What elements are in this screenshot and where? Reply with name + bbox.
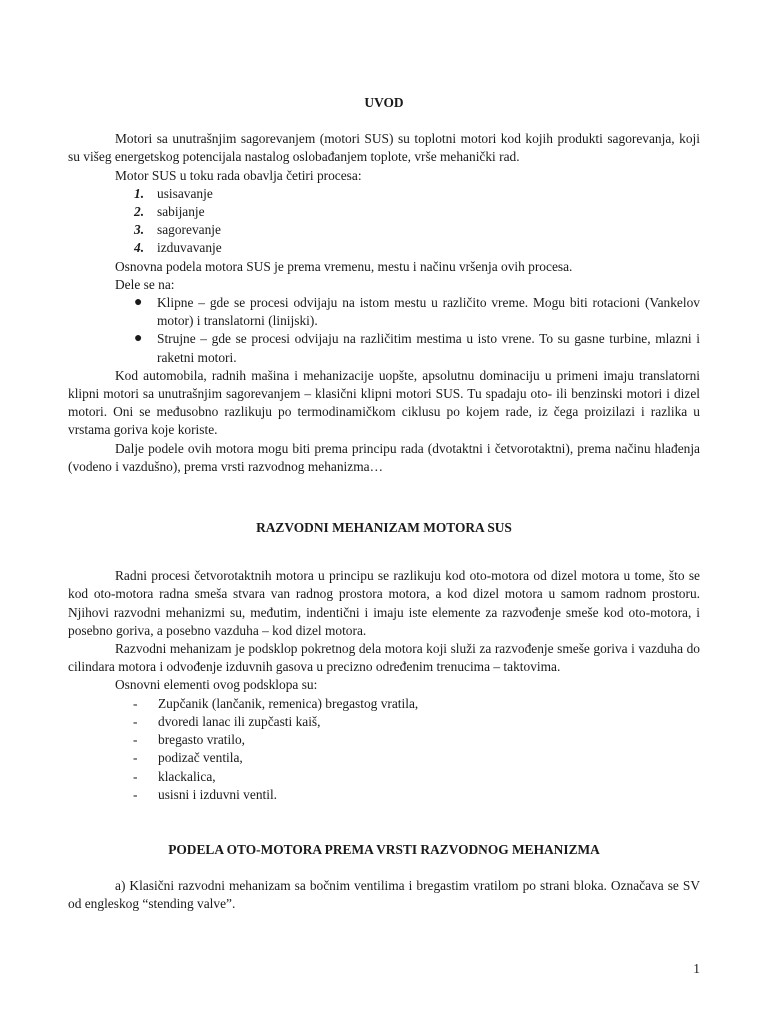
section-heading-podela: PODELA OTO-MOTORA PREMA VRSTI RAZVODNOG MEHANIZMA [168, 841, 600, 857]
dash-marker: - [133, 786, 138, 802]
list-item-text: izduvavanje [157, 240, 222, 256]
bullet-icon: ● [134, 295, 143, 311]
dash-marker: - [133, 750, 138, 766]
list-item [133, 695, 700, 713]
list-item-text: sagorevanje [157, 222, 221, 238]
list-item [133, 786, 700, 804]
section-heading-razvodni: RAZVODNI MEHANIZAM MOTORA SUS [256, 520, 512, 536]
list-item [134, 239, 700, 257]
paragraph-intro-2: Motor SUS u toku rada obavlja četiri procesa: [115, 167, 362, 183]
list-item [133, 731, 700, 749]
engine-type-list [68, 294, 700, 367]
paragraph-razvodni-2: Razvodni mehanizam je podsklop pokretnog dela motora koji služi za razvođenje smeše goriva i vazduha do cilindara motora i odvođenje izduvnih gasova u precizno određenim trenucima – taktovima. [68, 641, 700, 675]
list-number: 4. [134, 240, 145, 256]
list-item-text: Klipne – gde se procesi odvijaju na istom mestu u različito vreme. Mogu biti rotacioni (Vankelov motor) i translatorni (linijski). [157, 295, 700, 329]
dash-marker: - [133, 732, 138, 748]
list-item [134, 185, 700, 203]
paragraph-intro-3: Osnovna podela motora SUS je prema vremenu, mestu i načinu vršenja ovih procesa. [115, 258, 573, 274]
paragraph-intro-5: Kod automobila, radnih mašina i mehanizacije uopšte, apsolutnu dominaciju u primeni imaju translatorni klipni motori sa unutrašnjim sagorevanjem – klasični klipni motori SUS. Tu spadaju oto- ili benzinski motori i dizel motori. Oni se međusobno razlikuju po termodinamičkom ciklusu po kojem rade, iz čega proizilazi i razlika u vrstama goriva koje koriste. [68, 367, 700, 438]
list-item [133, 713, 700, 731]
dash-marker: - [133, 768, 138, 784]
list-item-text: sabijanje [157, 204, 205, 220]
list-number: 3. [134, 222, 145, 238]
dash-marker: - [133, 713, 138, 729]
paragraph-razvodni-3: Osnovni elementi ovog podsklopa su: [115, 677, 318, 693]
list-item [133, 330, 700, 366]
process-list [68, 185, 700, 258]
list-item [134, 221, 700, 239]
list-number: 1. [134, 185, 145, 201]
element-list [68, 695, 700, 804]
list-item-text: bregasto vratilo, [158, 732, 246, 748]
section-heading-uvod: UVOD [364, 95, 404, 110]
list-item [133, 749, 700, 767]
paragraph-podela-1: a) Klasični razvodni mehanizam sa bočnim ventilima i bregastim vratilom po strani bloka. Označava se SV od engleskog “stending valve”. [68, 878, 700, 912]
list-item-text: Strujne – gde se procesi odvijaju na različitim mestima u isto vrene. To su gasne turbine, mlazni i raketni motori. [157, 331, 700, 365]
paragraph-razvodni-1: Radni procesi četvorotaktnih motora u principu se razlikuju kod oto-motora od dizel motora u tome, što se kod oto-motora radna smeša stvara van radnog prostora motora, a kod dizel motora u samom radnom prostoru. Njihovi razvodni mehanizmi su, međutim, indentični i imaju iste elemente za razvođenje smeše kod oto-motora, i posebno goriva, a posebno vazduha – kod dizel motora. [68, 568, 700, 638]
list-item-text: usisavanje [157, 185, 213, 201]
list-item [134, 203, 700, 221]
list-item-text: klackalica, [158, 768, 216, 784]
list-item-text: Zupčanik (lančanik, remenica) bregastog vratila, [158, 695, 419, 711]
page-number: 1 [693, 961, 700, 976]
dash-marker: - [133, 695, 138, 711]
bullet-icon: ● [134, 331, 143, 347]
list-number: 2. [134, 204, 145, 220]
list-item-text: usisni i izduvni ventil. [158, 786, 278, 802]
list-item [133, 768, 700, 786]
list-item [133, 294, 700, 330]
list-item-text: podizač ventila, [158, 750, 243, 766]
paragraph-intro-1: Motori sa unutrašnjim sagorevanjem (motori SUS) su toplotni motori kod kojih produkti sagorevanja, koji su višeg energetskog potencijala nastalog oslobađanjem toplote, vrše mehanički rad. [68, 131, 700, 165]
paragraph-intro-4: Dele se na: [115, 276, 175, 292]
paragraph-intro-6: Dalje podele ovih motora mogu biti prema principu rada (dvotaktni i četvorotaktni), prema načinu hlađenja (vodeno i vazdušno), prema vrsti razvodnog mehanizma… [68, 440, 700, 474]
list-item-text: dvoredi lanac ili zupčasti kaiš, [158, 713, 321, 729]
